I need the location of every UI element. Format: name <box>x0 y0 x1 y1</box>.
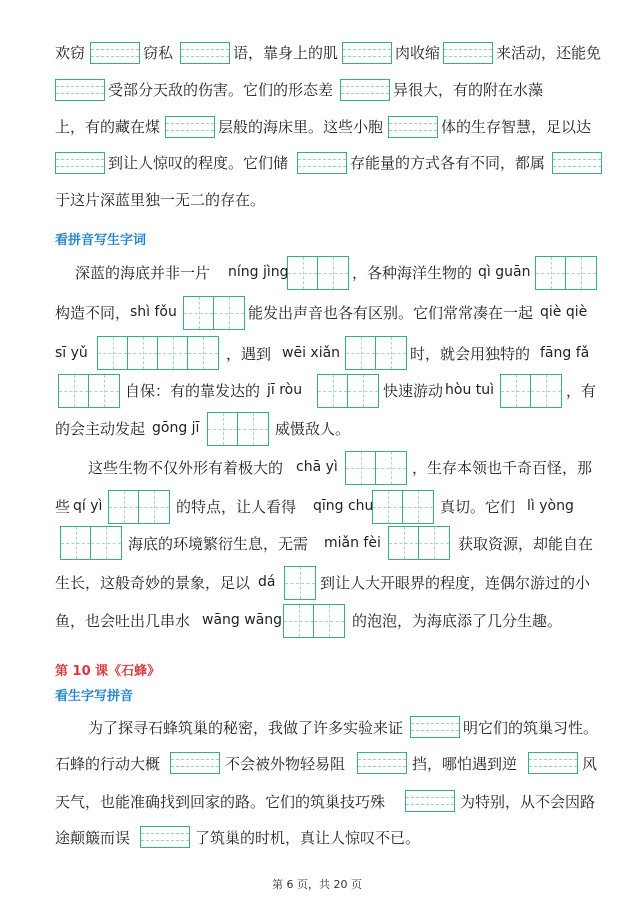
hanzi-grid[interactable] <box>97 336 219 370</box>
pinyin-answer-box[interactable] <box>55 79 105 101</box>
text: 上，有的藏在煤 <box>55 118 161 136</box>
text: 受部分天敌的伤害。它们的形态差 <box>108 81 334 99</box>
text: 海底的环境繁衍生息，无需 <box>128 535 309 553</box>
text: 为了探寻石蜂筑巢的秘密，我做了许多实验来证 <box>88 719 404 737</box>
pinyin-answer-box[interactable] <box>170 752 220 774</box>
text: 构造不同， <box>55 304 131 322</box>
text: 威慑敌人。 <box>275 420 351 438</box>
text: ，有 <box>566 382 597 400</box>
text: 了筑巢的时机，真让人惊叹不已。 <box>195 829 421 847</box>
text: 真切。它们 <box>440 498 516 516</box>
text: 到让人惊叹的程度。它们储 <box>108 154 289 172</box>
pinyin: qì guān <box>478 264 531 280</box>
text: 窃私 <box>143 44 174 62</box>
pinyin: chā yì <box>296 459 338 475</box>
hanzi-grid[interactable] <box>108 490 170 524</box>
pinyin: gōng jī <box>152 420 200 436</box>
pinyin-answer-box[interactable] <box>357 752 407 774</box>
pinyin: qīng chu <box>313 498 374 514</box>
pinyin: hòu tuì <box>445 382 495 398</box>
pinyin-answer-box[interactable] <box>443 42 493 64</box>
text: 自保：有的靠发达的 <box>125 382 261 400</box>
text: 途颠簸而误 <box>55 829 131 847</box>
text: 不会被外物轻易阻 <box>225 755 346 773</box>
lesson-number: 第 10 课 <box>55 664 109 679</box>
text: 石蜂的行动大概 <box>55 755 161 773</box>
text: 天气，也能准确找到回家的路。它们的筑巢技巧殊 <box>55 793 386 811</box>
pinyin-answer-box[interactable] <box>342 42 392 64</box>
text: 为特别，从不会因路 <box>460 793 596 811</box>
text: ，遇到 <box>226 345 272 363</box>
text: 时，就会用独特的 <box>410 345 531 363</box>
text: 体的生存智慧，足以达 <box>441 118 592 136</box>
pinyin-answer-box[interactable] <box>340 79 390 101</box>
hanzi-grid[interactable] <box>183 296 245 330</box>
text: 来活动，还能免 <box>496 44 602 62</box>
hanzi-grid[interactable] <box>287 256 349 290</box>
text: 生长，这般奇妙的景象，足以 <box>55 574 251 592</box>
text: ，生存本领也千奇百怪，那 <box>412 459 593 477</box>
pinyin-answer-box[interactable] <box>165 116 215 138</box>
text: 深蓝的海底并非一片 <box>75 264 211 282</box>
text: 到让人大开眼界的程度，连偶尔游过的小 <box>320 574 591 592</box>
text: 的会主动发起 <box>55 420 146 438</box>
pinyin-answer-box[interactable] <box>140 826 190 848</box>
hanzi-grid[interactable] <box>58 374 120 408</box>
hanzi-grid[interactable] <box>500 374 562 408</box>
pinyin-answer-box[interactable] <box>90 42 140 64</box>
pinyin: miǎn fèi <box>324 535 381 551</box>
hanzi-grid[interactable] <box>60 526 122 560</box>
hanzi-grid[interactable] <box>317 374 379 408</box>
text: 鱼，也会吐出几串水 <box>55 612 191 630</box>
text: 存能量的方式各有不同，都属 <box>350 154 546 172</box>
text: 语，靠身上的肌 <box>233 44 339 62</box>
text: 的特点，让人看得 <box>176 498 297 516</box>
pinyin: dá <box>258 574 276 590</box>
section-heading: 看拼音写生字词 <box>55 233 147 248</box>
text: 风 <box>582 755 598 773</box>
pinyin-answer-box[interactable] <box>405 790 455 812</box>
text: 明它们的筑巢习性。 <box>463 719 599 737</box>
pinyin: sī yǔ <box>55 345 88 361</box>
pinyin-answer-box[interactable] <box>180 42 230 64</box>
text: 肉收缩 <box>395 44 441 62</box>
text: 欢窃 <box>55 44 86 62</box>
text: 获取资源，却能自在 <box>458 535 594 553</box>
lesson-title <box>55 660 160 679</box>
section-heading: 看生字写拼音 <box>55 689 134 704</box>
pinyin-answer-box[interactable] <box>528 752 578 774</box>
text: 的泡泡，为海底添了几分生趣。 <box>352 612 563 630</box>
hanzi-grid[interactable] <box>372 490 434 524</box>
pinyin: qiè qiè <box>540 304 588 320</box>
pinyin: jī ròu <box>267 382 303 398</box>
text: 这些生物不仅外形有着极大的 <box>88 459 284 477</box>
hanzi-grid[interactable] <box>345 451 407 485</box>
pinyin: fāng fǎ <box>540 345 590 361</box>
pinyin-answer-box[interactable] <box>55 152 105 174</box>
hanzi-grid[interactable] <box>284 566 316 600</box>
hanzi-grid[interactable] <box>535 256 597 290</box>
pinyin: níng jìng <box>228 264 289 280</box>
pinyin-answer-box[interactable] <box>297 152 347 174</box>
text: ，各种海洋生物的 <box>352 264 473 282</box>
text: 异很大，有的附在水藻 <box>393 81 544 99</box>
hanzi-grid[interactable] <box>345 336 407 370</box>
hanzi-grid[interactable] <box>388 526 450 560</box>
text: 层般的海床里。这些小胞 <box>218 118 384 136</box>
pinyin-answer-box[interactable] <box>552 152 602 174</box>
text: 些 <box>55 498 71 516</box>
pinyin: lì yòng <box>527 498 574 514</box>
text: 快速游动 <box>383 382 444 400</box>
pinyin: shì fǒu <box>130 304 177 320</box>
pinyin: qí yì <box>73 498 103 514</box>
text: 于这片深蓝里独一无二的存在。 <box>55 191 266 209</box>
pinyin-answer-box[interactable] <box>410 716 460 738</box>
pinyin-answer-box[interactable] <box>388 116 438 138</box>
page-footer: 第 6 页，共 20 页 <box>272 878 362 891</box>
hanzi-grid[interactable] <box>283 604 345 638</box>
text: 挡，哪怕遇到逆 <box>412 755 518 773</box>
pinyin: wāng wāng <box>202 612 283 628</box>
lesson-name: 《石蜂》 <box>108 664 161 679</box>
text: 能发出声音也各有区别。它们常常凑在一起 <box>248 304 534 322</box>
pinyin: wēi xiǎn <box>282 345 341 361</box>
hanzi-grid[interactable] <box>207 412 269 446</box>
